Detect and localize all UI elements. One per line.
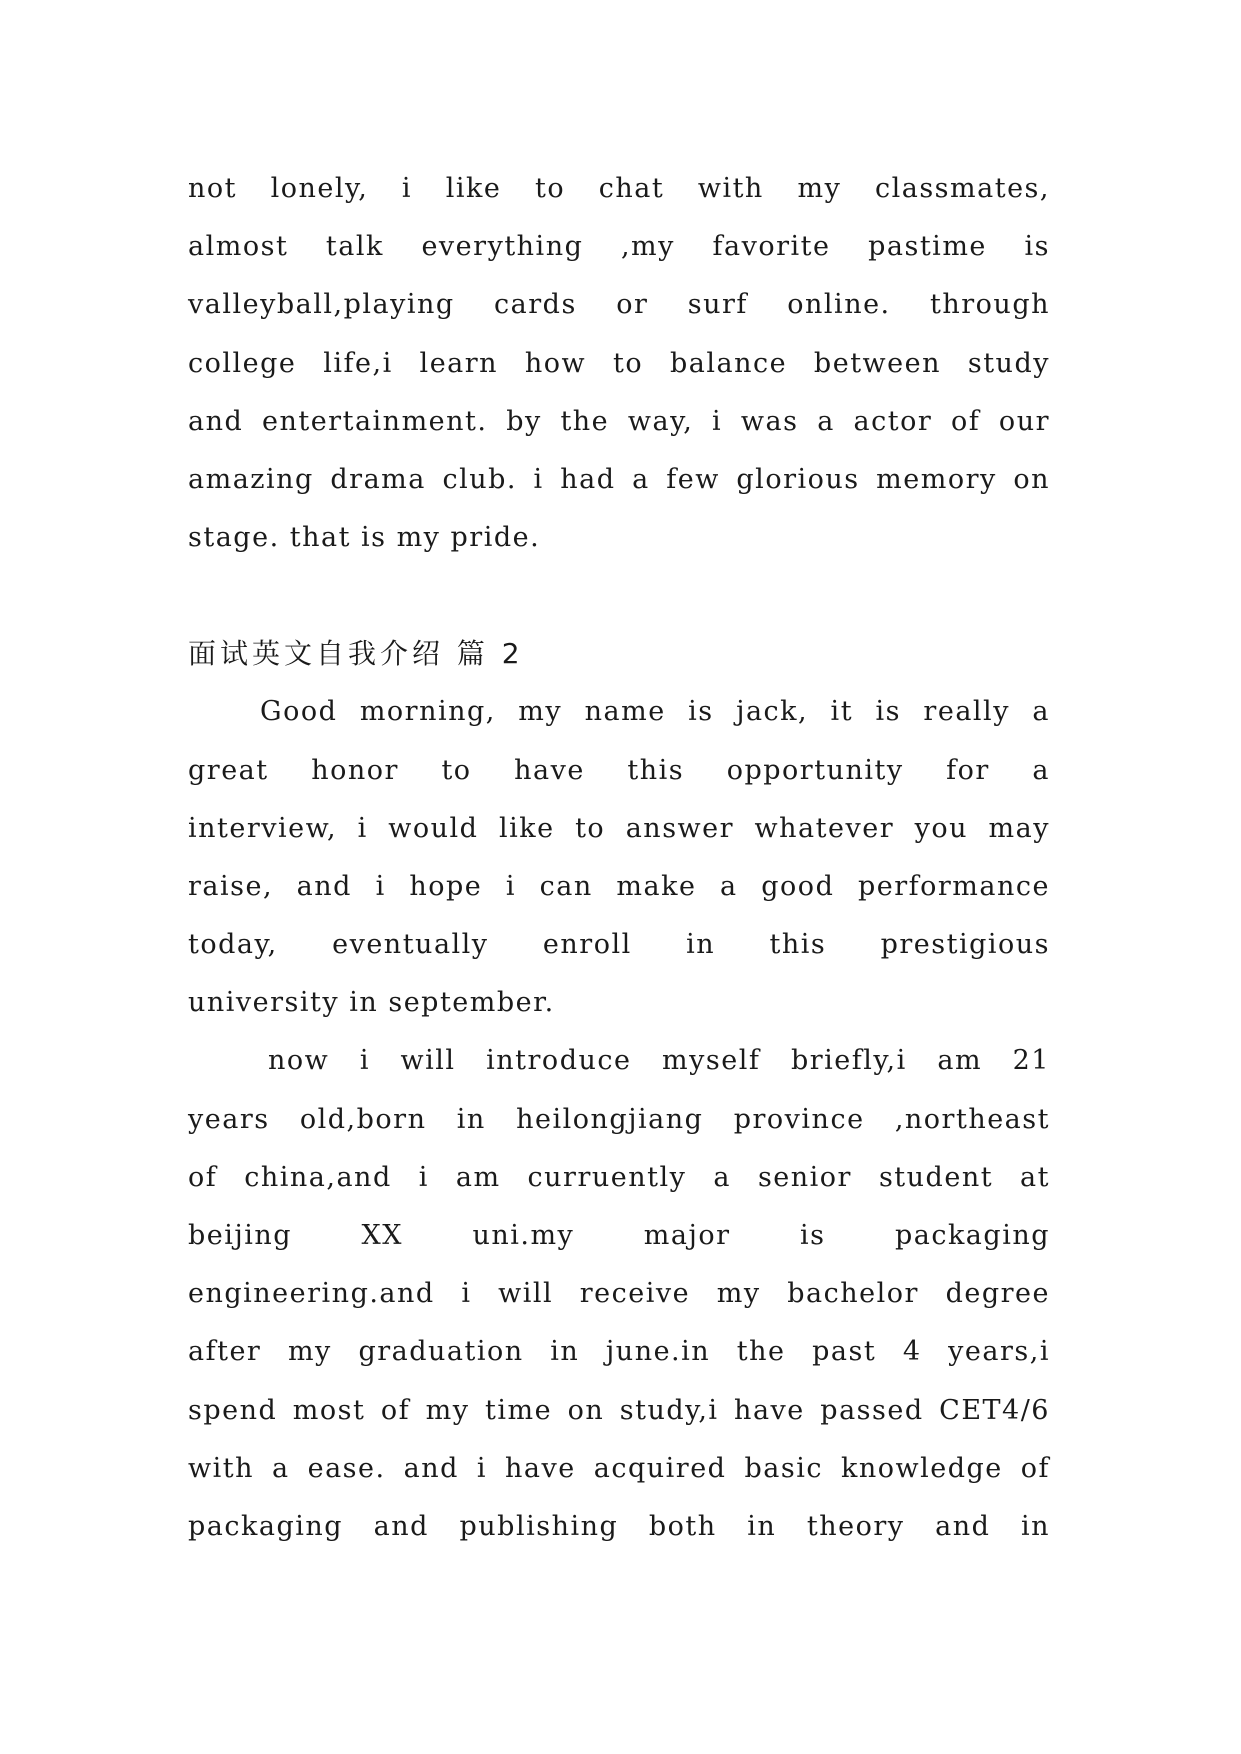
- text-line: interview, i would like to answer whatever you may: [188, 812, 1050, 844]
- text-line: college life,i learn how to balance between study: [188, 347, 1050, 379]
- text-line: of china,and i am curruently a senior student at: [188, 1161, 1050, 1193]
- text-line: stage. that is my pride.: [188, 522, 541, 554]
- text-line: almost talk everything ,my favorite pastime is: [188, 231, 1050, 263]
- text-line: today, eventually enroll in this prestigious: [188, 929, 1050, 961]
- section-heading: 面试英文自我介绍 篇 2: [188, 637, 524, 671]
- text-line: university in september.: [188, 987, 555, 1019]
- text-line: not lonely, i like to chat with my classmates,: [188, 173, 1050, 204]
- text-line: valleyball,playing cards or surf online. through: [188, 289, 1050, 321]
- text-line: after my graduation in june.in the past 4 years,i: [188, 1336, 1050, 1368]
- paragraph-introduction: [188, 1032, 1050, 1556]
- text-line: and entertainment. by the way, i was a actor of our: [188, 405, 1050, 437]
- document-body: [188, 160, 1050, 1556]
- text-line: great honor to have this opportunity for a: [188, 754, 1050, 786]
- paragraph-greeting: [188, 683, 1050, 1032]
- text-line: packaging and publishing both in theory and in: [188, 1510, 1050, 1542]
- text-line: engineering.and i will receive my bachelor degree: [188, 1278, 1050, 1310]
- text-line: amazing drama club. i had a few glorious memory on: [188, 463, 1050, 495]
- intro-paragraph: [188, 160, 1050, 567]
- text-line: raise, and i hope i can make a good performance: [188, 870, 1050, 902]
- text-line: spend most of my time on study,i have passed CET4/6: [188, 1394, 1050, 1426]
- text-line: years old,born in heilongjiang province ,northeast: [188, 1103, 1050, 1135]
- text-line: now i will introduce myself briefly,i am 21: [268, 1045, 1050, 1077]
- text-line: beijing XX uni.my major is packaging: [188, 1220, 1050, 1251]
- text-line: Good morning, my name is jack, it is really a: [260, 696, 1050, 728]
- text-line: with a ease. and i have acquired basic knowledge of: [188, 1452, 1050, 1484]
